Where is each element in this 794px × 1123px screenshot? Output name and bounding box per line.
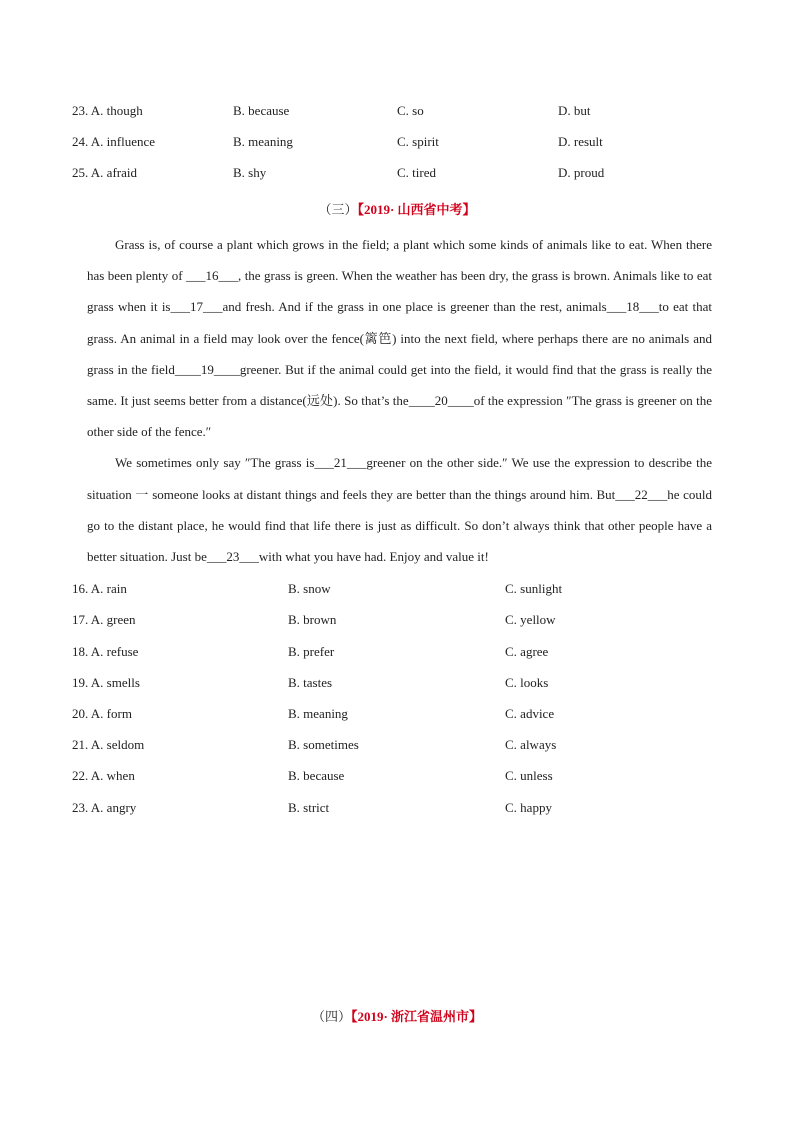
option-a: 24. A. influence xyxy=(72,134,156,149)
section-number: （四） xyxy=(311,1009,351,1024)
section-source-tag: 【2019· 山西省中考】 xyxy=(357,202,476,217)
option-c: C. agree xyxy=(505,644,549,659)
option-c: C. advice xyxy=(505,706,555,721)
section-3-heading xyxy=(0,199,794,218)
section-number: （三） xyxy=(318,202,358,217)
option-b: B. brown xyxy=(288,612,337,627)
question-17-options xyxy=(72,612,732,630)
option-b: B. meaning xyxy=(288,706,348,721)
option-a: 21. A. seldom xyxy=(72,737,145,752)
question-18-options xyxy=(72,644,732,662)
option-c: C. always xyxy=(505,737,557,752)
reading-passage xyxy=(87,229,712,572)
option-c: C. sunlight xyxy=(505,581,563,596)
option-b: B. prefer xyxy=(288,644,335,659)
question-23-options xyxy=(72,103,732,121)
option-d: D. proud xyxy=(558,165,605,180)
option-c: C. yellow xyxy=(505,612,556,627)
option-a: 23. A. though xyxy=(72,103,143,118)
option-a: 20. A. form xyxy=(72,706,132,721)
option-a: 22. A. when xyxy=(72,768,135,783)
option-b: B. tastes xyxy=(288,675,333,690)
passage-paragraph-1: Grass is, of course a plant which grows in the field; a plant which some kinds of animals like to eat. When there has been plenty of ___16___, the grass is green. When the weather has been dry, the grass is brown. Animals like to eat grass when it is___17___and fresh. And if the grass in one place is greener than the rest, animals___18___to eat that grass. An animal in a field may look over the fence(篱笆) into the next field, where perhaps there are no animals and grass in the field____19____greener. But if the animal could get into the field, it would find that the grass is really the same. It just seems better from a distance(远处). So that’s the____20____of the expression ″The grass is greener on the other side of the fence.″ xyxy=(87,237,712,440)
question-25-options xyxy=(72,165,732,183)
section-source-tag: 【2019· 浙江省温州市】 xyxy=(350,1009,483,1024)
option-c: C. spirit xyxy=(397,134,439,149)
option-b: B. because xyxy=(233,103,290,118)
option-c: C. looks xyxy=(505,675,549,690)
question-24-options xyxy=(72,134,732,152)
option-b: B. meaning xyxy=(233,134,293,149)
option-a: 16. A. rain xyxy=(72,581,127,596)
question-21-options xyxy=(72,737,732,755)
option-d: D. but xyxy=(558,103,591,118)
option-b: B. snow xyxy=(288,581,331,596)
option-c: C. happy xyxy=(505,800,552,815)
option-b: B. sometimes xyxy=(288,737,359,752)
option-b: B. strict xyxy=(288,800,330,815)
question-16-options xyxy=(72,581,732,599)
option-b: B. because xyxy=(288,768,345,783)
option-d: D. result xyxy=(558,134,603,149)
option-a: 23. A. angry xyxy=(72,800,137,815)
passage-paragraph-2: We sometimes only say ″The grass is___21___greener on the other side.″ We use the expression to describe the situation 一 someone looks at distant things and feels they are better than the things around him. But___22___he could go to the distant place, he would find that life there is just as difficult. So don’t always think that other people have a better situation. Just be___23___with what you have had. Enjoy and value it! xyxy=(87,455,712,565)
option-a: 25. A. afraid xyxy=(72,165,137,180)
question-19-options xyxy=(72,675,732,693)
option-b: B. shy xyxy=(233,165,267,180)
option-a: 17. A. green xyxy=(72,612,136,627)
question-22-options xyxy=(72,768,732,786)
option-c: C. unless xyxy=(505,768,553,783)
option-a: 19. A. smells xyxy=(72,675,140,690)
option-c: C. so xyxy=(397,103,424,118)
option-a: 18. A. refuse xyxy=(72,644,139,659)
option-c: C. tired xyxy=(397,165,436,180)
question-23-options-b xyxy=(72,800,732,818)
section-4-heading xyxy=(0,1006,794,1025)
question-20-options xyxy=(72,706,732,724)
